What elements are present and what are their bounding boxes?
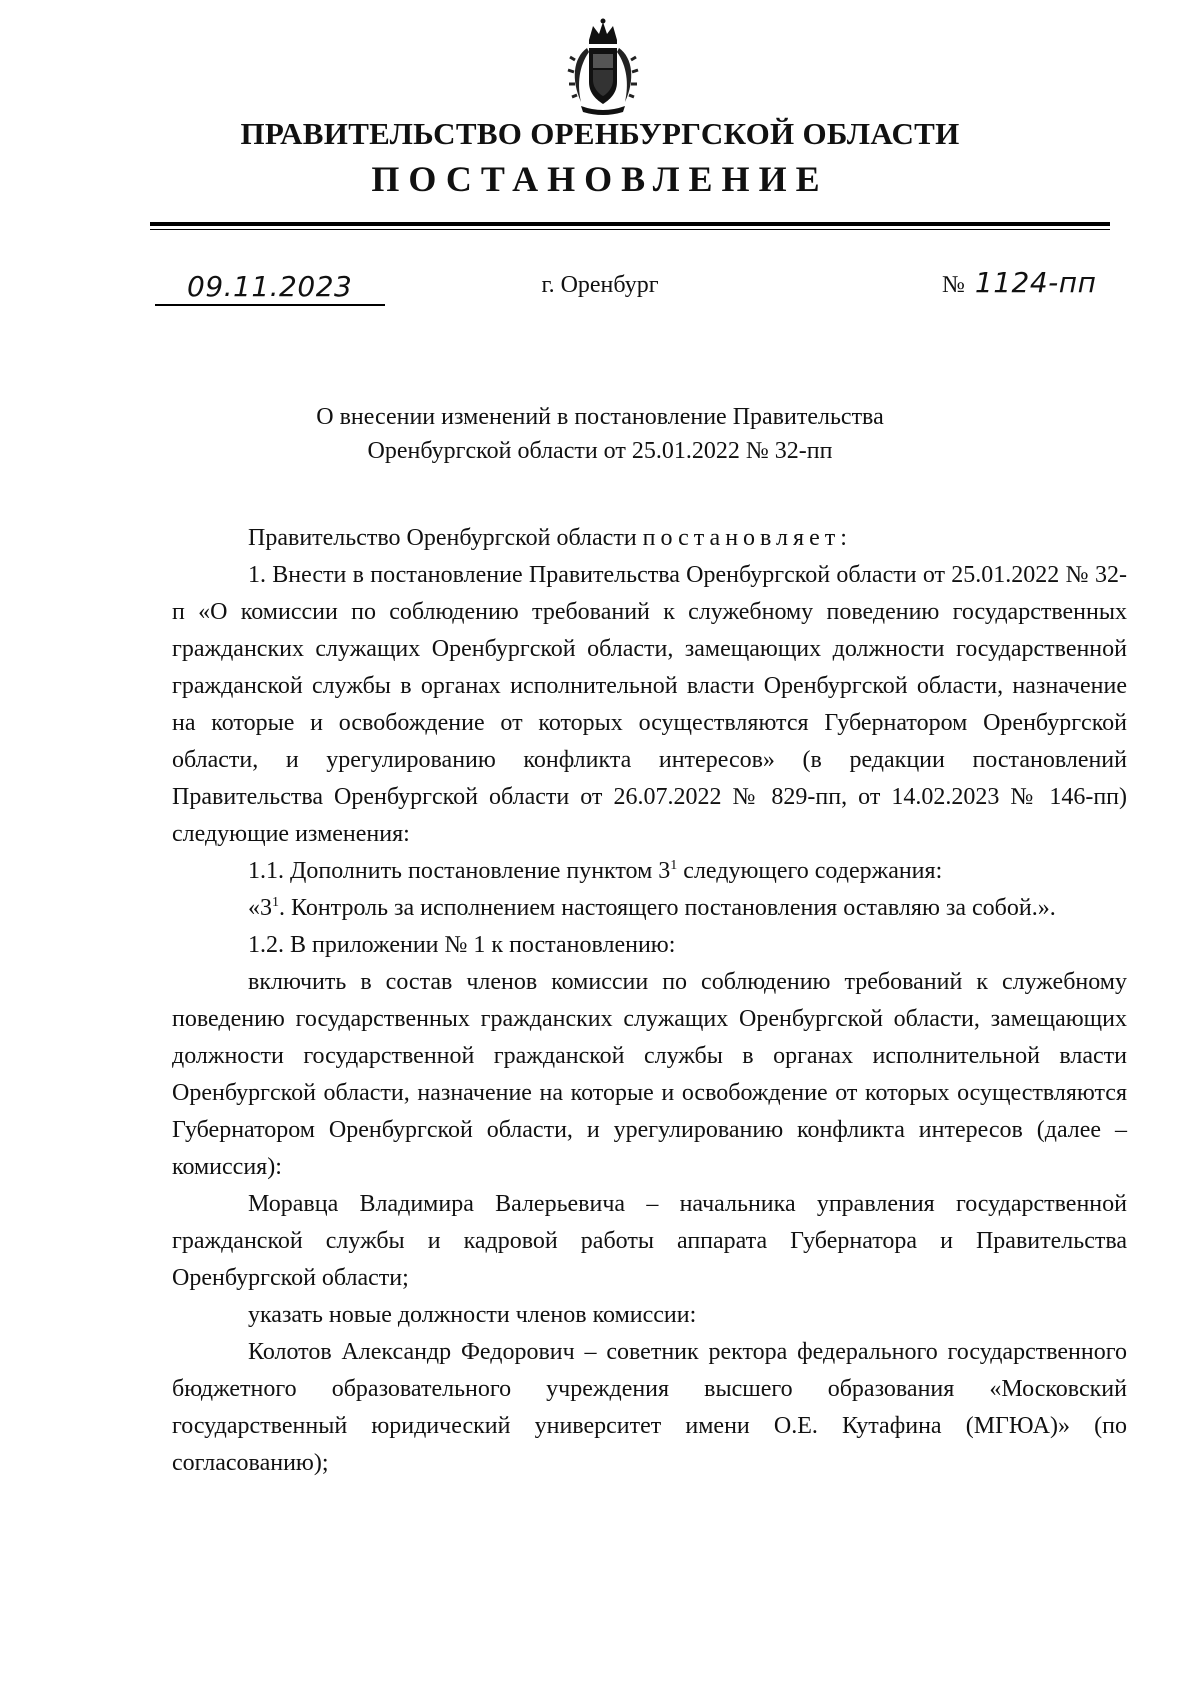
document-type: ПОСТАНОВЛЕНИЕ [371,159,829,199]
paragraph-1-1-text-end: следующего содержания: [677,858,943,884]
preamble-decree: постановляет: [642,525,852,551]
preamble-text: Правительство Оренбургской области [248,525,643,551]
paragraph-1-1-text: 1.1. Дополнить постановление пунктом 3 [248,858,671,884]
subject-line-2: Оренбургской области от 25.01.2022 № 32-пп [367,438,833,464]
quoted-clause-start: «3 [248,895,272,921]
paragraph-1-2: 1.2. В приложении № 1 к постановлению: [248,932,676,958]
organization-title: ПРАВИТЕЛЬСТВО ОРЕНБУРГСКОЙ ОБЛАСТИ [240,116,960,151]
quoted-clause-text: . Контроль за исполнением настоящего постановления оставляю за собой.». [279,895,1056,921]
city: г. Оренбург [541,272,659,298]
subject-line-1: О внесении изменений в постановление Правительства [316,404,884,430]
paragraph-moravets: Моравца Владимира Валерьевича – начальника управления государственной гражданской службы и кадровой работы аппарата Губернатора и Правительства Оренбургской области; [172,1191,1127,1291]
number-sign: № [942,272,965,298]
preamble [172,520,1127,557]
document-body [172,520,1127,1482]
header-rule-thin [150,229,1110,230]
paragraph-1: 1. Внести в постановление Правительства Оренбургской области от 25.01.2022 № 32-п «О комиссии по соблюдению требований к служебному поведению государственных гражданских служащих Оренбургской области, замещающих должности государственной гражданской службы в органах исполнительной власти Оренбургской области, назначение на которые и освобождение от которых осуществляются Губернатором Оренбургской области, и урегулированию конфликта интересов» (в редакции постановлений Правительства Оренбургской области от 26.07.2022 № 829-пп, от 14.02.2023 № 146-пп) следующие изменения: [172,562,1127,847]
paragraph-include: включить в состав членов комиссии по соблюдению требований к служебному поведению государственных гражданских служащих Оренбургской области, замещающих должности государственной гражданской службы в органах исполнительной власти Оренбургской области, назначение на которые и освобождение от которых осуществляются Губернатором Оренбургской области, и урегулированию конфликта интересов (далее – комиссия): [172,969,1127,1180]
document-number-field [942,266,1096,299]
paragraph-specify: указать новые должности членов комиссии: [248,1302,697,1328]
quoted-clause [172,890,1127,927]
document-date: 09.11.2023 [187,270,353,303]
paragraph-1-1 [172,853,1127,890]
paragraph-kolotov: Колотов Александр Федорович – советник ректора федерального государственного бюджетного образовательного учреждения высшего образования «Московский государственный юридический университет имени О.Е. Кутафина (МГЮА)» (по согласованию); [172,1339,1127,1476]
header-rule-thick [150,222,1110,226]
coat-of-arms-icon [567,18,639,118]
document-number: 1124-пп [974,266,1097,299]
document-subject [0,400,1200,468]
superscript: 1 [670,858,678,873]
superscript: 1 [272,895,279,910]
